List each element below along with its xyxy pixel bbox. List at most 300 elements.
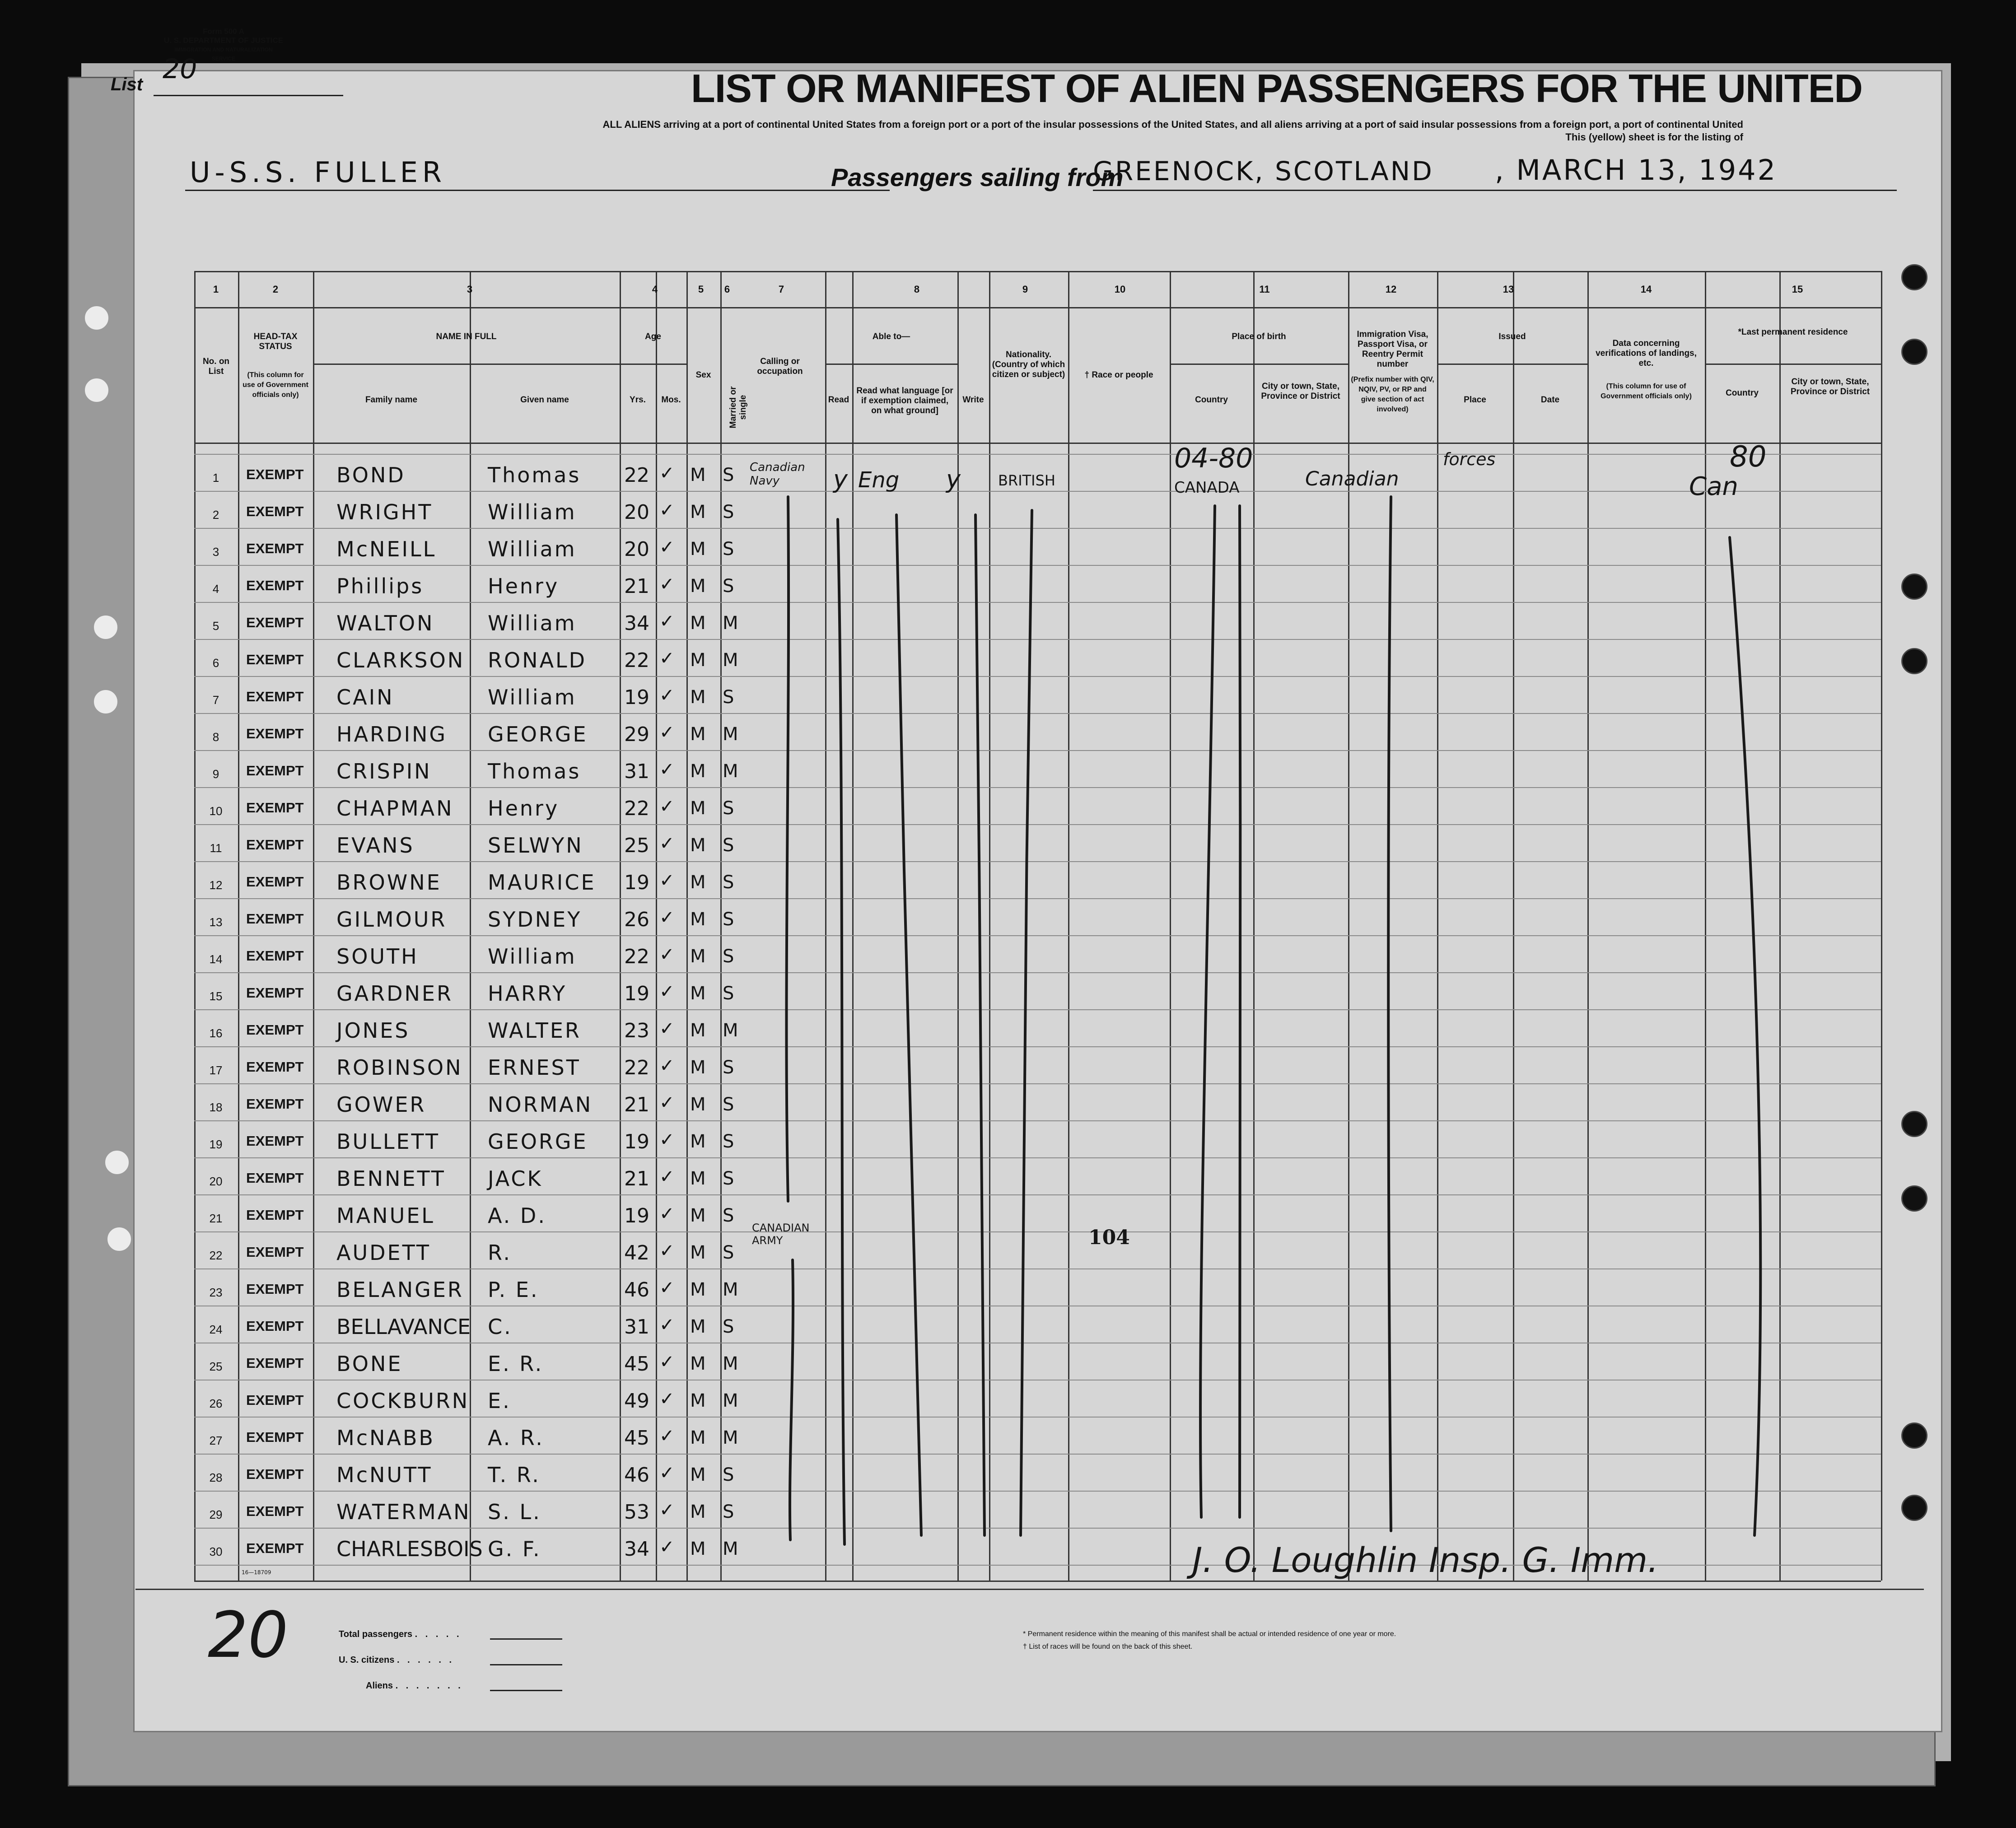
nationality-british: BRITISH (998, 472, 1055, 489)
form-code: 16—18709 (242, 1569, 271, 1576)
read-header: Read (828, 395, 849, 405)
given-name: SELWYN (488, 833, 583, 858)
visa-note: (Prefix number with QIV, NQIV, PV, or RP and give section of act involved) (1351, 376, 1434, 413)
read-mark: y (833, 465, 848, 494)
row-number: 26 (209, 1397, 223, 1410)
row-number: 21 (209, 1212, 223, 1225)
data-note: (This column for use of Government officials only) (1601, 382, 1692, 400)
age-years: 29 (624, 723, 649, 746)
ditto-line (786, 497, 789, 1201)
head-tax-status: EXEMPT (246, 800, 304, 816)
marital-status: S (723, 909, 734, 930)
age-years: 19 (624, 1130, 649, 1153)
head-tax-status: EXEMPT (246, 911, 304, 927)
marital-status: S (723, 502, 734, 522)
given-name: T. R. (488, 1463, 541, 1487)
age-years: 20 (624, 538, 649, 561)
race-number: 104 (1088, 1226, 1130, 1249)
given-name: William (488, 944, 577, 969)
check-mark: ✓ (659, 907, 675, 928)
sex: M (690, 1539, 706, 1559)
age-years: 25 (624, 834, 649, 857)
column-number: 9 (1022, 284, 1028, 295)
head-tax-status: EXEMPT (246, 541, 304, 556)
sex: M (690, 798, 706, 819)
aliens-label (366, 1681, 463, 1691)
family-name: HARDING (336, 722, 448, 746)
row-number: 6 (212, 656, 219, 670)
given-name: WALTER (488, 1018, 581, 1043)
row-number: 8 (212, 730, 219, 744)
country-header: Country (1195, 395, 1228, 405)
age-years: 31 (624, 1315, 649, 1338)
head-tax-status: EXEMPT (246, 763, 304, 779)
marital-status: S (723, 1242, 734, 1263)
residence-city-header: City or town, State, Province or District (1790, 377, 1870, 396)
visa-header: Immigration Visa, Passport Visa, or Reentry Permit number (1357, 330, 1428, 369)
given-name: P. E. (488, 1278, 539, 1302)
check-mark: ✓ (659, 796, 675, 817)
given-name: C. (488, 1315, 513, 1339)
check-mark: ✓ (659, 870, 675, 891)
given-name: Thomas (488, 759, 581, 783)
check-mark: ✓ (659, 500, 675, 521)
given-name: William (488, 537, 577, 561)
sex: M (690, 1094, 706, 1115)
department-name: U. S. DEPARTMENT OF JUSTICE (163, 36, 284, 45)
column-number: 2 (272, 284, 279, 295)
head-tax-status: EXEMPT (246, 948, 304, 964)
given-name: NORMAN (488, 1092, 593, 1117)
age-years: 34 (624, 612, 649, 635)
check-mark: ✓ (659, 1018, 675, 1039)
check-mark: ✓ (659, 944, 675, 965)
ditto-line (1200, 506, 1215, 1517)
sex: M (690, 576, 706, 597)
age-years: 20 (624, 501, 649, 524)
family-name: GOWER (336, 1092, 426, 1117)
family-name: MANUEL (336, 1203, 435, 1228)
marital-status: M (723, 1390, 738, 1411)
head-tax-status: EXEMPT (246, 1022, 304, 1038)
check-mark: ✓ (659, 981, 675, 1002)
head-tax-status: EXEMPT (246, 837, 304, 853)
check-mark: ✓ (659, 1500, 675, 1520)
column-number: 15 (1792, 284, 1803, 295)
sex: M (690, 1502, 706, 1522)
marital-status: M (723, 1353, 738, 1374)
row-number: 17 (209, 1063, 223, 1077)
family-name: CAIN (336, 685, 394, 709)
head-tax-status: EXEMPT (246, 726, 304, 741)
ditto-line (1021, 510, 1032, 1535)
dot-leader: . . . . . . . (395, 1681, 463, 1691)
age-years: 53 (624, 1501, 649, 1524)
birth-code: 04-80 (1174, 443, 1253, 474)
given-name: JACK (488, 1166, 543, 1191)
given-name: William (488, 685, 577, 709)
aliens-text: Aliens (366, 1681, 393, 1691)
check-mark: ✓ (659, 1092, 675, 1113)
marital-status: M (723, 1279, 738, 1300)
given-name: ERNEST (488, 1055, 581, 1080)
row-number: 1 (212, 471, 219, 485)
row-number: 22 (209, 1249, 223, 1262)
given-name: MAURICE (488, 870, 596, 895)
total-passengers-label (339, 1629, 462, 1640)
marital-status: S (723, 465, 734, 485)
ditto-line (896, 515, 921, 1535)
age-years: 26 (624, 908, 649, 931)
family-name: Phillips (336, 574, 424, 598)
row-number: 18 (209, 1101, 223, 1114)
age-years: 21 (624, 575, 649, 598)
head-tax-status: EXEMPT (246, 1466, 304, 1482)
column-number: 5 (698, 284, 704, 295)
aliens-line (490, 1690, 562, 1691)
family-name: McNEILL (336, 537, 437, 561)
data-concerning-header: Data concerning verifications of landings, etc. (1596, 339, 1697, 368)
sex: M (690, 1427, 706, 1448)
age-years: 22 (624, 464, 649, 487)
check-mark: ✓ (659, 1166, 675, 1187)
row-number: 2 (212, 508, 219, 522)
mos-header: Mos. (661, 395, 681, 405)
able-to-header: Able to— (872, 332, 910, 341)
marital-status: S (723, 1205, 734, 1226)
check-mark: ✓ (659, 1426, 675, 1446)
head-tax-status: EXEMPT (246, 1207, 304, 1223)
age-years: 49 (624, 1390, 649, 1413)
no-on-list-header: No. on List (202, 357, 230, 376)
marital-status: S (723, 687, 734, 708)
age-years: 45 (624, 1352, 649, 1376)
head-tax-status: EXEMPT (246, 1059, 304, 1075)
head-tax-note: (This column for use of Government officials only) (243, 371, 308, 399)
family-name: GARDNER (336, 981, 453, 1006)
check-mark: ✓ (659, 1463, 675, 1483)
marital-status: S (723, 576, 734, 597)
given-name: E. (488, 1389, 511, 1413)
row-number: 14 (209, 952, 223, 966)
marital-status: S (723, 539, 734, 560)
head-tax-status: EXEMPT (246, 1133, 304, 1149)
read-language-header: Read what language [or if exemption claimed, on what ground] (856, 386, 953, 415)
sailing-label: Passengers sailing from (831, 163, 1124, 191)
service-name: IMMIGRATION AND NATURALIZATION SERVICE (174, 47, 273, 62)
list-number: 20 (163, 53, 197, 85)
family-name: BONE (336, 1352, 403, 1376)
column-number: 11 (1259, 284, 1270, 295)
page-title: LIST OR MANIFEST OF ALIEN PASSENGERS FOR THE UNITED (691, 66, 1862, 111)
issued-text: forces (1443, 449, 1496, 469)
residence-code: 80 (1730, 440, 1767, 474)
subtitle-line-2: This (yellow) sheet is for the listing of (1565, 131, 1743, 143)
check-mark: ✓ (659, 1055, 675, 1076)
age-years: 45 (624, 1427, 649, 1450)
age-years: 46 (624, 1464, 649, 1487)
given-name: R. (488, 1240, 512, 1265)
row-number: 13 (209, 915, 223, 929)
sex: M (690, 613, 706, 634)
age-years: 22 (624, 1056, 649, 1079)
family-name: McNABB (336, 1426, 435, 1450)
marital-status: M (723, 613, 738, 634)
footnote-races: † List of races will be found on the back of this sheet. (1023, 1643, 1193, 1651)
age-years: 19 (624, 1204, 649, 1227)
age-years: 42 (624, 1241, 649, 1264)
family-name: JONES (336, 1018, 410, 1043)
row-number: 19 (209, 1138, 223, 1151)
head-tax-status: EXEMPT (246, 1540, 304, 1556)
nationality-header: Nationality. (Country of which citizen or subject) (992, 350, 1065, 379)
marital-status: S (723, 1131, 734, 1152)
family-name: BOND (336, 463, 406, 487)
row-number: 16 (209, 1026, 223, 1040)
row-number: 28 (209, 1471, 223, 1484)
write-header: Write (962, 395, 984, 405)
head-tax-status: EXEMPT (246, 1281, 304, 1297)
column-number: 6 (724, 284, 730, 295)
marital-status: S (723, 1168, 734, 1189)
sex: M (690, 1353, 706, 1374)
residence-country-header: Country (1726, 388, 1759, 398)
row-number: 5 (212, 619, 219, 633)
check-mark: ✓ (659, 722, 675, 743)
given-name: Henry (488, 796, 560, 821)
family-name: WATERMAN (336, 1500, 471, 1524)
given-name: Henry (488, 574, 560, 598)
column-number: 12 (1385, 284, 1397, 295)
row-number: 24 (209, 1323, 223, 1336)
head-tax-status: EXEMPT (246, 652, 304, 667)
sex: M (690, 502, 706, 522)
marital-status: S (723, 983, 734, 1004)
sex: M (690, 650, 706, 671)
sex: M (690, 1316, 706, 1337)
given-name: A. D. (488, 1203, 546, 1228)
given-name-header: Given name (520, 395, 569, 405)
place-of-birth-header: Place of birth (1232, 332, 1286, 341)
sailing-date: , MARCH 13, 1942 (1495, 154, 1778, 187)
marital-status: S (723, 1502, 734, 1522)
issued-date-header: Date (1540, 395, 1560, 405)
occupation-army: CANADIAN ARMY (752, 1222, 810, 1247)
form-number: Form 500 A (203, 27, 244, 36)
column-number: 10 (1114, 284, 1126, 295)
family-name-header: Family name (365, 395, 418, 405)
row-number: 25 (209, 1360, 223, 1373)
check-mark: ✓ (659, 648, 675, 669)
family-name: CHARLESBOIS (336, 1537, 483, 1561)
marital-status: M (723, 650, 738, 671)
age-years: 19 (624, 871, 649, 894)
head-tax-status: EXEMPT (246, 615, 304, 630)
given-name: William (488, 500, 577, 524)
check-mark: ✓ (659, 759, 675, 780)
sex: M (690, 1057, 706, 1078)
check-mark: ✓ (659, 611, 675, 632)
family-name: ROBINSON (336, 1055, 463, 1080)
check-mark: ✓ (659, 463, 675, 484)
age-years: 21 (624, 1167, 649, 1190)
check-mark: ✓ (659, 1129, 675, 1150)
marital-status: S (723, 835, 734, 856)
check-mark: ✓ (659, 1315, 675, 1335)
us-citizens-line (490, 1664, 562, 1665)
given-name: SYDNEY (488, 907, 582, 932)
head-tax-status: EXEMPT (246, 1429, 304, 1445)
family-name: BENNETT (336, 1166, 446, 1191)
head-tax-status: EXEMPT (246, 985, 304, 1001)
column-number: 7 (778, 284, 784, 295)
age-years: 21 (624, 1093, 649, 1116)
column-number: 1 (213, 284, 219, 295)
given-name: GEORGE (488, 1129, 588, 1154)
given-name: RONALD (488, 648, 587, 672)
age-years: 22 (624, 797, 649, 820)
age-years: 19 (624, 982, 649, 1005)
us-citizens-text: U. S. citizens (339, 1655, 395, 1665)
sex: M (690, 983, 706, 1004)
row-number: 10 (209, 804, 223, 818)
row-number: 4 (212, 582, 219, 596)
sex: M (690, 687, 706, 708)
residence-country: Can (1689, 472, 1738, 501)
given-name: GEORGE (488, 722, 588, 746)
age-years: 22 (624, 649, 649, 672)
marital-status: M (723, 761, 738, 782)
footnote-residence: * Permanent residence within the meaning of this manifest shall be actual or intended residence of one year or more. (1023, 1630, 1396, 1638)
column-number: 4 (652, 284, 658, 295)
marital-status: S (723, 1464, 734, 1485)
ditto-line (838, 519, 845, 1544)
given-name: G. F. (488, 1537, 541, 1561)
age-years: 34 (624, 1538, 649, 1561)
family-name: WRIGHT (336, 500, 433, 524)
marital-status: M (723, 1020, 738, 1041)
marital-status: M (723, 724, 738, 745)
family-name: BELLAVANCE (336, 1315, 471, 1339)
column-number: 8 (914, 284, 920, 295)
us-citizens-label (339, 1655, 454, 1665)
married-header: Married or single (728, 386, 748, 429)
row-number: 20 (209, 1175, 223, 1188)
column-number: 13 (1503, 284, 1514, 295)
head-tax-status: EXEMPT (246, 1503, 304, 1519)
row-number: 27 (209, 1434, 223, 1447)
ship-name: U-S.S. FULLER (190, 156, 446, 189)
family-name: SOUTH (336, 944, 419, 969)
check-mark: ✓ (659, 1352, 675, 1372)
sex: M (690, 1205, 706, 1226)
name-in-full-header: NAME IN FULL (436, 332, 497, 341)
sex: M (690, 1464, 706, 1485)
issued-header: Issued (1498, 332, 1526, 341)
ditto-line (1239, 506, 1241, 1517)
head-tax-status: EXEMPT (246, 1392, 304, 1408)
sex: M (690, 1020, 706, 1041)
head-tax-status: EXEMPT (246, 504, 304, 519)
row-number: 15 (209, 989, 223, 1003)
family-name: AUDETT (336, 1240, 431, 1265)
family-name: CHAPMAN (336, 796, 454, 821)
issued-place-header: Place (1464, 395, 1486, 405)
head-tax-header: HEAD-TAX STATUS (253, 332, 298, 351)
row-number: 9 (212, 767, 219, 781)
family-name: CRISPIN (336, 759, 432, 783)
age-years: 46 (624, 1278, 649, 1301)
ditto-line (1730, 537, 1760, 1535)
row-number: 29 (209, 1508, 223, 1521)
family-name: EVANS (336, 833, 415, 858)
sex: M (690, 761, 706, 782)
ditto-line (975, 515, 985, 1535)
check-mark: ✓ (659, 1389, 675, 1409)
ditto-line (790, 1260, 793, 1540)
family-name: COCKBURN (336, 1389, 470, 1413)
given-name: S. L. (488, 1500, 541, 1524)
check-mark: ✓ (659, 1240, 675, 1261)
row-number: 7 (212, 693, 219, 707)
last-residence-header: *Last permanent residence (1738, 327, 1848, 337)
row-number: 3 (212, 545, 219, 559)
given-name: Thomas (488, 463, 581, 487)
family-name: BROWNE (336, 870, 442, 895)
dot-leader: . . . . . . (397, 1655, 455, 1665)
ditto-line (1388, 497, 1391, 1531)
sex: M (690, 1279, 706, 1300)
write-mark: y (946, 465, 961, 494)
head-tax-status: EXEMPT (246, 1170, 304, 1186)
head-tax-status: EXEMPT (246, 578, 304, 593)
total-passengers-text: Total passengers (339, 1629, 413, 1639)
sex: M (690, 1168, 706, 1189)
family-name: WALTON (336, 611, 434, 635)
marital-status: S (723, 1094, 734, 1115)
total-passengers-line (490, 1638, 562, 1640)
given-name: E. R. (488, 1352, 544, 1376)
sex: M (690, 465, 706, 485)
language-mark: Eng (858, 467, 900, 493)
sex-header: Sex (695, 370, 711, 380)
head-tax-status: EXEMPT (246, 1318, 304, 1334)
sex: M (690, 835, 706, 856)
check-mark: ✓ (659, 685, 675, 706)
marital-status: M (723, 1427, 738, 1448)
marital-status: S (723, 798, 734, 819)
occupation-navy: Canadian Navy (750, 461, 805, 488)
sex: M (690, 1131, 706, 1152)
age-header: Age (645, 332, 661, 341)
column-number: 14 (1640, 284, 1652, 295)
row-number: 23 (209, 1286, 223, 1299)
family-name: CLARKSON (336, 648, 465, 672)
sailing-port: GREENOCK, SCOTLAND (1093, 156, 1434, 187)
city-header: City or town, State, Province or District (1261, 382, 1340, 401)
inspector-signature: J. O. Loughlin Insp. G. Imm. (1192, 1540, 1659, 1580)
given-name: William (488, 611, 577, 635)
head-tax-status: EXEMPT (246, 1355, 304, 1371)
check-mark: ✓ (659, 574, 675, 595)
marital-status: S (723, 1316, 734, 1337)
marital-status: S (723, 872, 734, 893)
row-number: 11 (210, 841, 222, 855)
column-number: 3 (467, 284, 473, 295)
row-number: 30 (209, 1545, 223, 1558)
subtitle-line-1: ALL ALIENS arriving at a port of continental United States from a foreign port or a port of the insular possessions of the United States, and all aliens arriving at a port of said insular possessions from a foreign port, a port of continental United (602, 119, 1743, 130)
head-tax-status: EXEMPT (246, 1244, 304, 1260)
